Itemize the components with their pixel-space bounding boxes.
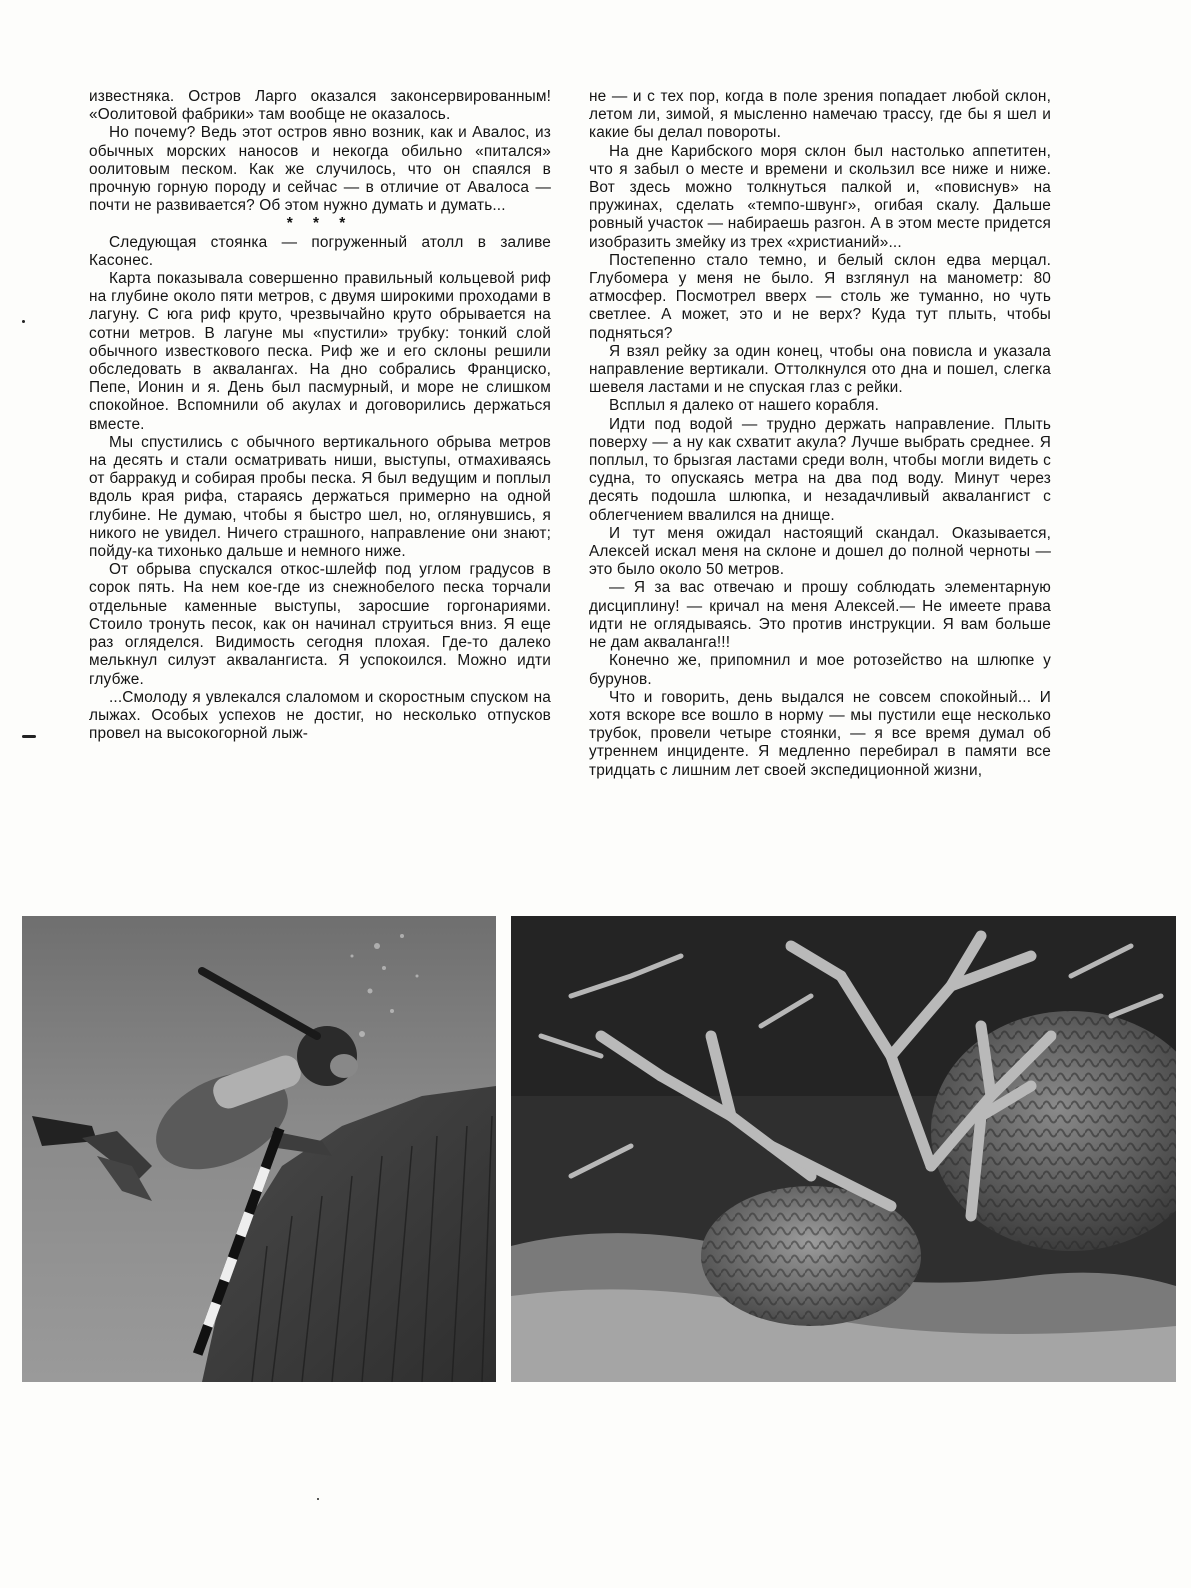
paragraph: Что и говорить, день выдался не совсем спокойный... И хотя вскоре все вошло в норму — мы пустили еще несколько трубок, провели четыре стоянки, — я все время думал об утреннем инциденте. Я медленно перебирал в памяти все тридцать с лишним лет своей экспедиционной жизни, (589, 688, 1051, 779)
coral-photo (511, 916, 1176, 1382)
paragraph: И тут меня ожидал настоящий скандал. Оказывается, Алексей искал меня на склоне и дошел до полной черноты — это было около 50 метров. (589, 524, 1051, 579)
section-separator: * * * (286, 215, 354, 233)
paragraph: известняка. Остров Ларго оказался законсервированным! «Оолитовой фабрики» там вообще не оказалось. (89, 88, 551, 124)
print-speck (317, 1498, 319, 1500)
paragraph: Конечно же, припомнил и мое ротозейство на шлюпке у бурунов. (589, 652, 1051, 688)
paragraph: ...Смолоду я увлекался слаломом и скоростным спуском на лыжах. Особых успехов не достиг, но несколько отпусков провел на высокогорной лыж- (89, 688, 551, 743)
print-speck (22, 320, 25, 323)
paragraph: Но почему? Ведь этот остров явно возник, как и Авалос, из обычных морских наносов и некогда обильно «питался» оолитовым песком. Как же случилось, что он спаялся в прочную горную породу и сейчас — в отличие от Авалоса — почти не развивается? Об этом нужно думать и думать... (89, 124, 551, 215)
paragraph: не — и с тех пор, когда в поле зрения попадает любой склон, летом ли, зимой, я мысленно намечаю трассу, где бы я шел и какие бы делал повороты. (589, 88, 1051, 142)
paragraph: Идти под водой — трудно держать направление. Плыть поверху — а ну как схватит акула? Лучше выбрать среднее. Я поплыл, то брызгая ластами среди волн, чтобы могли видеть с судна, то опускаясь метра на два под воду. Минут через десять подошла шлюпка, и незадачливый аквалангист с облегчением ввалился на днище. (589, 415, 1051, 524)
diver-photo (22, 916, 496, 1382)
text-column-left (89, 88, 551, 888)
paragraph: От обрыва спускался откос-шлейф под углом градусов в сорок пять. На нем кое-где из снежнобелого песка торчали отдельные каменные выступы, заросшие горгонариями. Стоило тронуть песок, как он начинал струиться вниз. Я еще раз огляделся. Видимость сегодня плохая. Где-то далеко мелькнул силуэт аквалангиста. Я успокоился. Можно идти глубже. (89, 561, 551, 688)
paragraph: Я взял рейку за один конец, чтобы она повисла и указала направление вертикали. Оттолкнулся ото дна и пошел, слегка шевеля ластами и не спуская глаз с рейки. (589, 342, 1051, 397)
paragraph: Следующая стоянка — погруженный атолл в заливе Касонес. (89, 233, 551, 269)
print-speck (22, 735, 36, 738)
paragraph: Постепенно стало темно, и белый склон едва мерцал. Глубомера у меня не было. Я взглянул на манометр: 80 атмосфер. Посмотрел вверх — столь же туманно, но чуть светлее. А может, это и не верх? Куда тут плыть, чтобы подняться? (589, 251, 1051, 342)
paragraph: На дне Карибского моря склон был настолько аппетитен, что я забыл о месте и времени и скользил все ниже и ниже. Вот здесь можно толкнуться палкой и, «повиснув» на пружинах, сделать «темпо-швунг», огибая скалу. Дальше ровный участок — набираешь разгон. А в этом месте придется изобразить змейку из трех «христианий»... (589, 142, 1051, 251)
paragraph: — Я за вас отвечаю и прошу соблюдать элементарную дисциплину! — кричал на меня Алексей.— Не имеете права идти не оглядываясь. Это против инструкции. Я вам больше не дам акваланга!!! (589, 579, 1051, 652)
paragraph: Всплыл я далеко от нашего корабля. (609, 397, 880, 415)
paragraph: Карта показывала совершенно правильный кольцевой риф на глубине около пяти метров, с двумя широкими проходами в лагуну. С юга риф круто, чрезвычайно круто обрывается на сотни метров. В лагуне мы «пустили» трубку: тонкий слой обычного известкового песка. Риф же и его склоны решили обследовать в аквалангах. На дно собрались Франциско, Пепе, Ионин и я. День был пасмурный, и море не слишком спокойное. Вспомнили об акулах и договорились держаться вместе. (89, 270, 551, 433)
paragraph: Мы спустились с обычного вертикального обрыва метров на десять и стали осматривать ниши, выступы, отмахиваясь от барракуд и собирая пробы песка. Я был ведущим и поплыл вдоль края рифа, стараясь держаться примерно на одной глубине. Не думаю, чтобы я быстро шел, но, оглянувшись, я никого не увидел. Ничего страшного, направление они знают; пойду-ка тихонько дальше и немного ниже. (89, 433, 551, 561)
text-column-right (589, 88, 1051, 888)
